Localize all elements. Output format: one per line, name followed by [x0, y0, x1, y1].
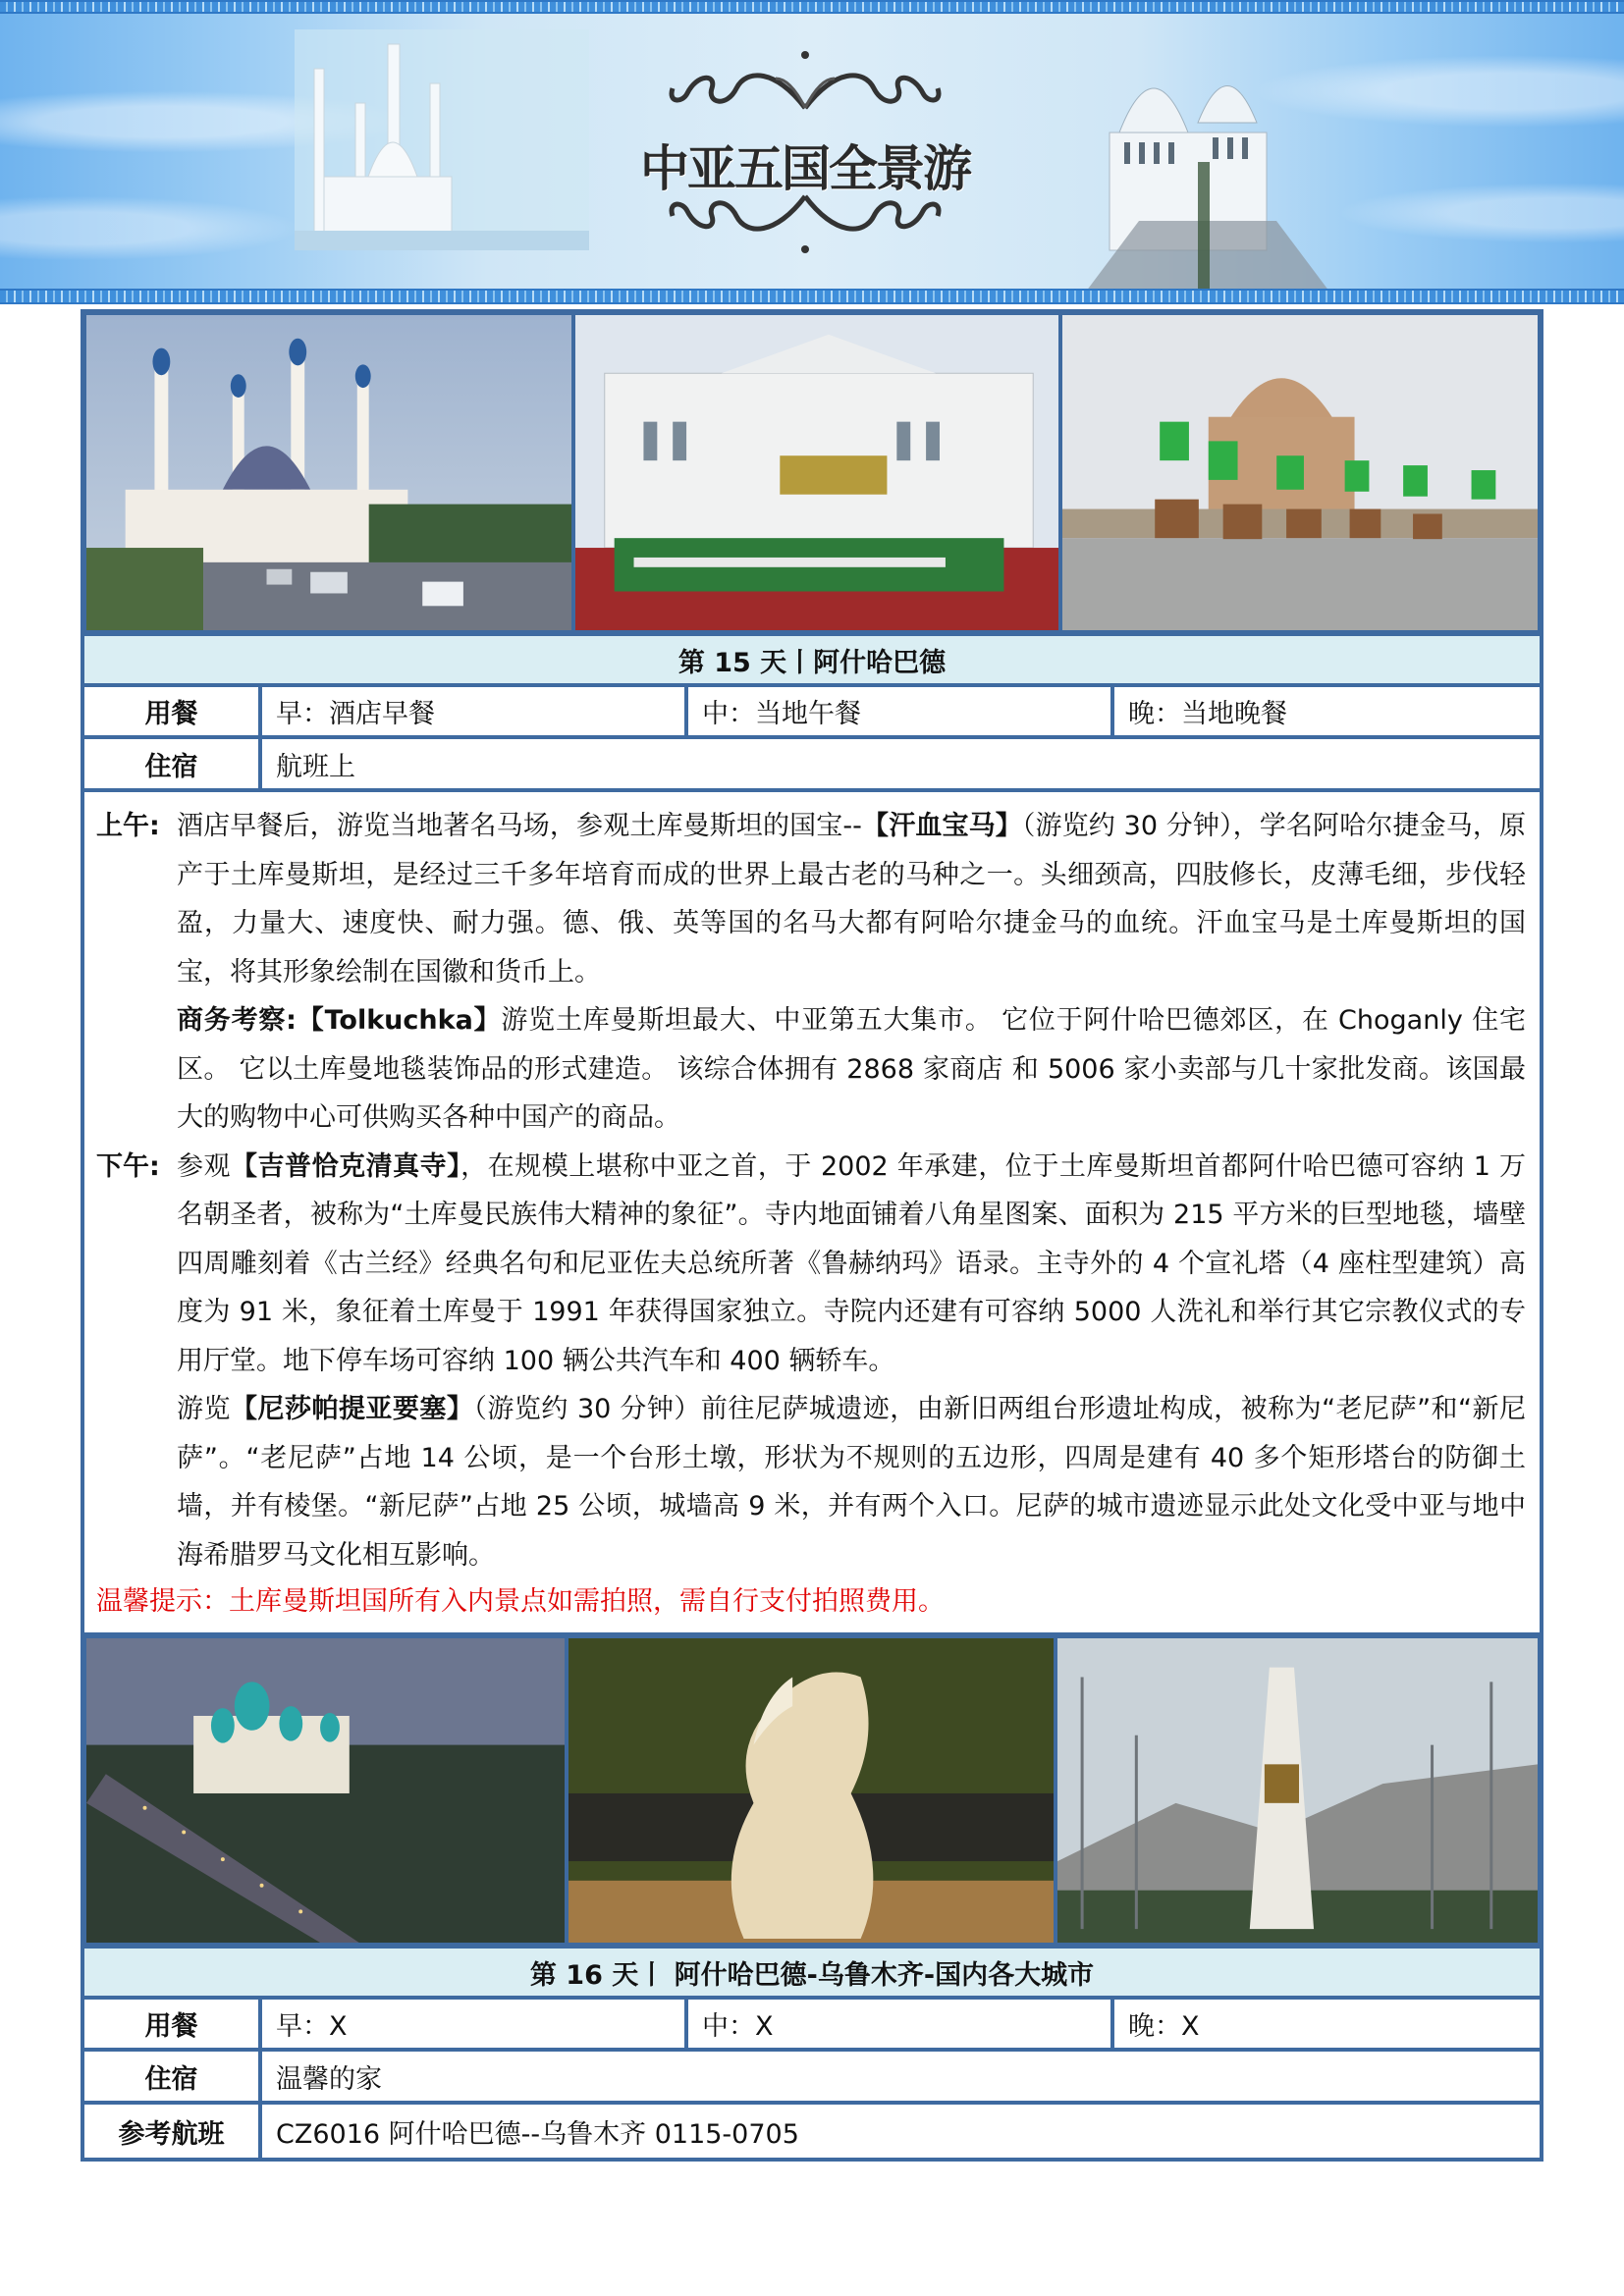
lunch-cell: 中：X: [688, 2000, 1114, 2048]
photo-fee-warning: 温馨提示：土库曼斯坦国所有入内景点如需拍照，需自行支付拍照费用。: [96, 1586, 945, 1617]
breakfast-cell: 早：酒店早餐: [262, 687, 688, 735]
domed-building-illustration-right: [1080, 25, 1375, 299]
photo-city-night: [84, 1636, 567, 1945]
lodging-value: 航班上: [276, 751, 355, 782]
morning-paragraph-2: [96, 996, 1526, 1143]
nisa-text-a: 游览: [177, 1394, 231, 1424]
lodging-label: 住宿: [84, 2052, 262, 2101]
header-banner: [0, 0, 1624, 304]
fret-border-top: [0, 0, 1624, 14]
flourish-ornament-bottom: [628, 187, 982, 255]
morning-paragraph-1: [96, 802, 1526, 996]
lodging-value: 温馨的家: [276, 2063, 382, 2095]
dinner-cell: 晚：当地晚餐: [1128, 699, 1287, 729]
day16-meals-row: [84, 1996, 1540, 2048]
tolkuchka-text: 游览土库曼斯坦最大、中亚第五大集市。 它位于阿什哈巴德郊区，在 Choganly 住宅区。 它以土库曼地毯装饰品的形式建造。 该综合体拥有 2868 家商店 和 5006 家小卖部与几十家批发商。该国最大的购物中心可供购买各种中国产的商品。: [177, 1005, 1526, 1133]
flight-label: 参考航班: [84, 2105, 262, 2158]
photo-neutrality-monument: [1056, 1636, 1540, 1945]
afternoon-paragraph-2: [96, 1385, 1526, 1579]
nisa-highlight: 【尼莎帕提亚要塞】: [230, 1394, 474, 1424]
day16-title: 第 16 天丨 阿什哈巴德-乌鲁木齐-国内各大城市: [529, 1959, 1095, 1991]
meals-label: 用餐: [84, 2000, 262, 2048]
day15-itinerary-body: [84, 788, 1540, 1625]
mosque-highlight: 【吉普恰克清真寺】: [231, 1150, 461, 1182]
afternoon-tag: 下午:: [96, 1150, 160, 1182]
dinner-cell: 晚：X: [1128, 2011, 1200, 2042]
day15-meals-row: [84, 683, 1540, 735]
photo-white-mosque: [84, 313, 573, 632]
photo-akhal-teke-horse: [567, 1636, 1056, 1945]
morning-text-a: 酒店早餐后，游览当地著名马场，参观土库曼斯坦的国宝--: [177, 811, 862, 841]
afternoon-paragraph-1: [96, 1143, 1526, 1386]
mosque-illustration-left: [295, 29, 589, 250]
breakfast-cell: 早：X: [262, 2000, 688, 2048]
flourish-ornament-top: [628, 49, 982, 118]
afternoon-text-c: ，在规模上堪称中亚之首，于 2002 年承建，位于土库曼斯坦首都阿什哈巴德可容纳 1 万名朝圣者，被称为“土库曼民族伟大精神的象征”。寺内地面铺着八角星图案、面积为 215 平方米的巨型地毯，墙壁四周雕刻着《古兰经》经典名句和尼亚佐夫总统所著《鲁赫纳玛》语录。主寺外的 4 个宣礼塔（4 座柱型建筑）高度为 91 米，象征着土库曼于 1991 年获得国家独立。寺院内还建有可容纳 5000 人洗礼和举行其它宗教仪式的专用厅堂。地下停车场可容纳 100 辆公共汽车和 400 辆轿车。: [177, 1150, 1526, 1376]
nisa-text-c: （游览约 30 分钟）前往尼萨城遗迹，由新旧两组台形遗址构成，被称为“老尼萨”和“新尼萨”。“老尼萨”占地 14 公顷，是一个台形土墩，形状为不规则的五边形，四周是建有 40 多个矩形塔台的防御土墙，并有棱堡。“新尼萨”占地 25 公顷，城墙高 9 米，并有两个入口。尼萨的城市遗迹显示此处文化受中亚与地中海希腊罗马文化相互影响。: [177, 1394, 1527, 1571]
lodging-label: 住宿: [84, 739, 262, 788]
lunch-cell: 中：当地午餐: [688, 687, 1114, 735]
flight-value: CZ6016 阿什哈巴德--乌鲁木齐 0115-0705: [276, 2118, 799, 2150]
morning-text-c: （游览约 30 分钟），学名阿哈尔捷金马，原产于土库曼斯坦，是经过三千多年培育而成的世界上最古老的马种之一。头细颈高，四肢修长，皮薄毛细，步伐轻盈，力量大、速度快、耐力强。德、俄、英等国的名马大都有阿哈尔捷金马的血统。汗血宝马是土库曼斯坦的国宝，将其形象绘制在国徽和货币上。: [177, 811, 1527, 988]
day16-header: [84, 1945, 1540, 1996]
meals-label: 用餐: [84, 687, 262, 735]
tolkuchka-highlight: 商务考察:【Tolkuchka】: [177, 1005, 502, 1036]
day16-photo-row: [84, 1632, 1540, 1945]
day15-title: 第 15 天丨阿什哈巴德: [677, 647, 947, 678]
itinerary-table: [81, 309, 1543, 2162]
fret-border-bottom: [0, 289, 1624, 304]
photo-mausoleum-riders: [1060, 313, 1540, 632]
banner-title: 中亚五国全景游: [640, 139, 970, 197]
day16-flight-row: [84, 2101, 1540, 2158]
horse-highlight: 【汗血宝马】: [861, 811, 1022, 841]
photo-white-building-crowd: [573, 313, 1060, 632]
banner-title-group: [609, 49, 1001, 255]
day16-lodging-row: [84, 2048, 1540, 2101]
morning-tag: 上午:: [96, 811, 160, 841]
day15-photo-row: [84, 313, 1540, 632]
day15-header: [84, 632, 1540, 683]
afternoon-text-a: 参观: [177, 1150, 232, 1182]
day15-lodging-row: [84, 735, 1540, 788]
